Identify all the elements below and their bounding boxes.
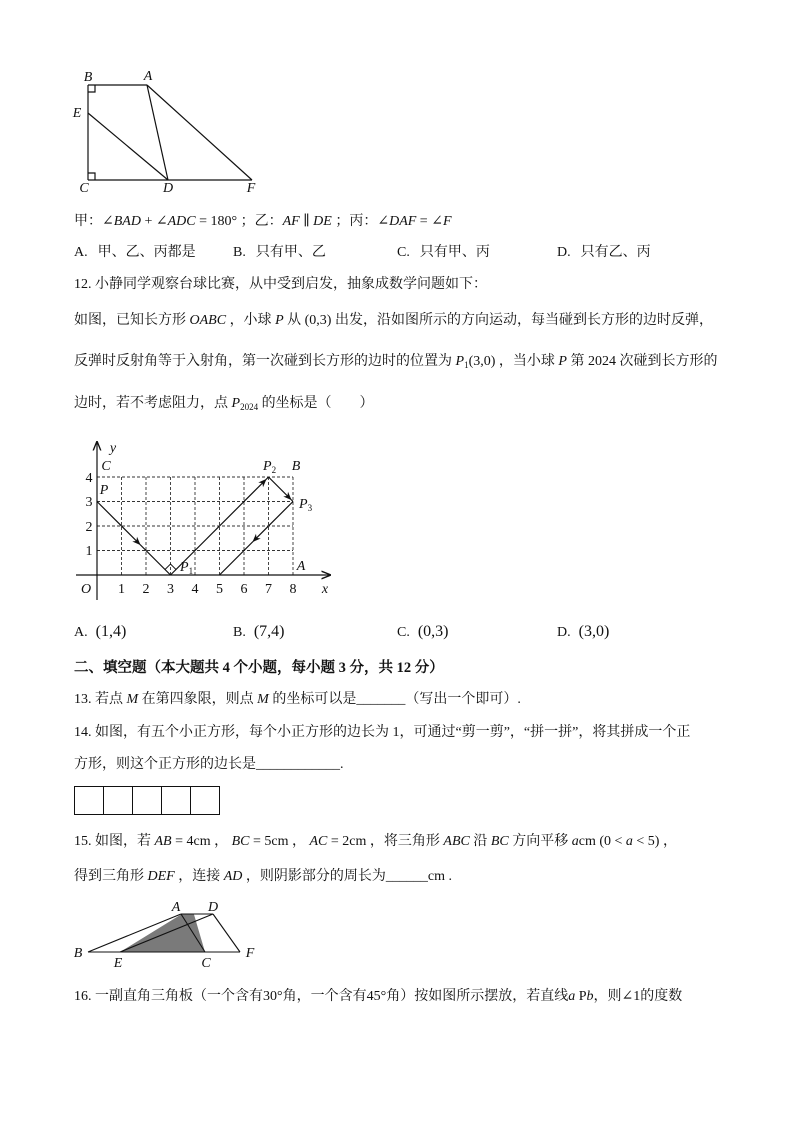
text-run: < 5)	[632, 834, 660, 849]
option-value: (3,0)	[578, 623, 610, 640]
answer-blank: _______	[356, 692, 406, 707]
option-text: 只有甲、丙	[419, 245, 490, 260]
x-tick-label: 4	[191, 582, 199, 597]
text-run: ，当小球	[495, 354, 559, 369]
x-tick-label: 1	[118, 582, 125, 597]
label-B: B	[83, 70, 93, 85]
text-run: 第 2024 次碰到长方形的	[566, 354, 718, 369]
math-subscript: 1	[464, 360, 469, 370]
text-run: ；丙：∠	[331, 214, 390, 229]
math-variable: AB	[154, 834, 172, 849]
math-variable: F	[442, 214, 452, 229]
label-A: A	[296, 559, 306, 574]
x-tick-label: 3	[167, 582, 174, 597]
text-run: 16. 一副直角三角板（一个含有30°角，一个含有45°角）按如图所示摆放，若直线	[74, 989, 569, 1004]
math-variable: BAD	[113, 214, 141, 229]
option-text: 甲、乙、丙都是	[97, 245, 196, 260]
text-run: 方形，则这个正方形的边长是	[74, 757, 256, 772]
text-run: 12. 小静同学观察台球比赛，从中受到启发，抽象成数学问题如下：	[74, 277, 487, 292]
math-variable: M	[126, 692, 139, 707]
math-variable: DE	[313, 214, 332, 229]
label-D: D	[162, 181, 174, 196]
text-run: = 2cm ，将三角形	[327, 834, 444, 849]
option-letter: B.	[233, 625, 246, 640]
option-value: (0,3)	[417, 623, 449, 640]
point-subscript: 3	[307, 503, 313, 513]
math-variable: P	[231, 396, 241, 411]
q16-line-1	[74, 987, 682, 1007]
text-run: = 4cm ，	[171, 834, 232, 849]
x-tick-label: 7	[265, 582, 272, 597]
y-tick-label: 1	[85, 544, 93, 559]
text-run: (0,3)	[304, 313, 332, 328]
text-run: 在第四象限，则点	[138, 692, 258, 707]
text-run: 方向平移	[508, 834, 572, 849]
option-text: 只有乙、丙	[580, 245, 651, 260]
text-run: P	[575, 989, 587, 1004]
y-tick-label: 4	[85, 471, 93, 486]
math-variable: AC	[309, 834, 328, 849]
math-variable: b	[586, 989, 594, 1004]
q12-option-d	[557, 622, 609, 643]
math-variable: ADC	[167, 214, 196, 229]
text-run: ，小球	[226, 313, 276, 328]
text-run: 14. 如图，有五个小正方形，每个小正方形的边长为 1，可通过“剪一剪”，“拼一拼”，将其拼成一个正	[74, 725, 691, 740]
label-A: A	[171, 900, 181, 915]
option-letter: A.	[74, 625, 88, 640]
text-run: = ∠	[416, 214, 443, 229]
text-run: ，则∠1的度数	[593, 989, 683, 1004]
math-variable: ABC	[443, 834, 470, 849]
text-run: cm .	[427, 869, 452, 884]
text-run: = 5cm ，	[249, 834, 310, 849]
axis-label-y: y	[109, 441, 117, 456]
answer-blank: ______	[385, 869, 428, 884]
label-C: C	[79, 181, 89, 196]
label-E: E	[72, 106, 82, 121]
point-letter: P	[299, 497, 308, 512]
option-letter: A.	[74, 245, 88, 260]
option-value: (7,4)	[253, 623, 285, 640]
text-run: 的坐标可以是	[268, 692, 357, 707]
text-run: .	[340, 757, 344, 772]
label-P3	[298, 497, 313, 513]
option-text: 只有甲、乙	[255, 245, 326, 260]
text-run: cm	[578, 834, 600, 849]
x-tick-label: 5	[216, 582, 223, 597]
math-variable: P	[455, 354, 465, 369]
point-subscript: 1	[188, 566, 194, 576]
q12-option-c	[397, 622, 449, 643]
option-letter: B.	[233, 245, 246, 260]
option-value: (1,4)	[95, 623, 127, 640]
text-run: (0 <	[599, 834, 626, 849]
math-variable: P	[275, 313, 284, 328]
label-P: P	[99, 483, 109, 498]
text-run: 的坐标是（ ）	[258, 396, 374, 411]
origin-label: O	[80, 582, 92, 597]
math-variable: a	[568, 989, 576, 1004]
answer-blank: ____________	[256, 757, 340, 772]
text-run: 如图，已知长方形	[74, 313, 190, 328]
point-letter: P	[180, 560, 189, 575]
math-variable: M	[257, 692, 269, 707]
math-variable: BC	[231, 834, 250, 849]
y-tick-label: 3	[85, 495, 93, 510]
text-run: 15. 如图，若	[74, 834, 155, 849]
axis-label-x: x	[321, 582, 329, 597]
q15-figure	[0, 0, 300, 980]
math-variable: a	[571, 834, 579, 849]
text-run: ∥	[299, 214, 314, 229]
text-run: （写出一个即可）.	[405, 692, 521, 707]
label-A: A	[143, 69, 153, 84]
math-variable: P	[558, 354, 567, 369]
math-variable: AD	[223, 869, 243, 884]
text-run: 反弹时反射角等于入射角，第一次碰到长方形的边时的位置为	[74, 354, 456, 369]
label-B: B	[73, 946, 83, 961]
section-heading: 二、填空题（本大题共 4 个小题，每小题 3 分，共 12 分）	[74, 660, 444, 676]
text-run: = 180° ；乙：	[195, 214, 283, 229]
option-letter: D.	[557, 245, 571, 260]
text-run: 13. 若点	[74, 692, 127, 707]
math-variable: a	[625, 834, 633, 849]
label-B: B	[291, 459, 301, 474]
label-F: F	[246, 181, 256, 196]
math-variable: BC	[490, 834, 509, 849]
text-run: 边时，若不考虑阻力，点	[74, 396, 232, 411]
q11-option-d	[557, 243, 651, 263]
text-run: + ∠	[140, 214, 168, 229]
text-run: 沿	[469, 834, 491, 849]
math-variable: AF	[282, 214, 300, 229]
math-variable: DAF	[389, 214, 417, 229]
text-run: 甲：∠	[74, 214, 114, 229]
x-tick-label: 8	[289, 582, 297, 597]
label-C: C	[201, 956, 211, 971]
point-subscript: 2	[271, 465, 277, 475]
point-letter: P	[263, 459, 272, 474]
label-C: C	[101, 459, 111, 474]
math-variable: OABC	[189, 313, 227, 328]
text-run: ，则阴影部分的周长为	[242, 869, 386, 884]
option-letter: C.	[397, 245, 410, 260]
math-variable: DEF	[147, 869, 175, 884]
q11-option-c	[397, 243, 490, 263]
label-E: E	[113, 956, 123, 971]
text-run: 出发，沿如图所示的方向运动，每当碰到长方形的边时反弹，	[331, 313, 713, 328]
text-run: 从	[283, 313, 305, 328]
text-run: ，连接	[174, 869, 224, 884]
text-run: ，	[659, 834, 677, 849]
option-letter: C.	[397, 625, 410, 640]
x-tick-label: 2	[142, 582, 150, 597]
text-run: 得到三角形	[74, 869, 148, 884]
text-run: (3,0)	[468, 354, 496, 369]
y-tick-label: 2	[85, 520, 93, 535]
x-tick-label: 6	[240, 582, 248, 597]
option-letter: D.	[557, 625, 571, 640]
math-subscript: 2024	[240, 402, 259, 412]
segment-DF	[213, 914, 240, 952]
label-F: F	[245, 946, 255, 961]
label-D: D	[207, 900, 219, 915]
